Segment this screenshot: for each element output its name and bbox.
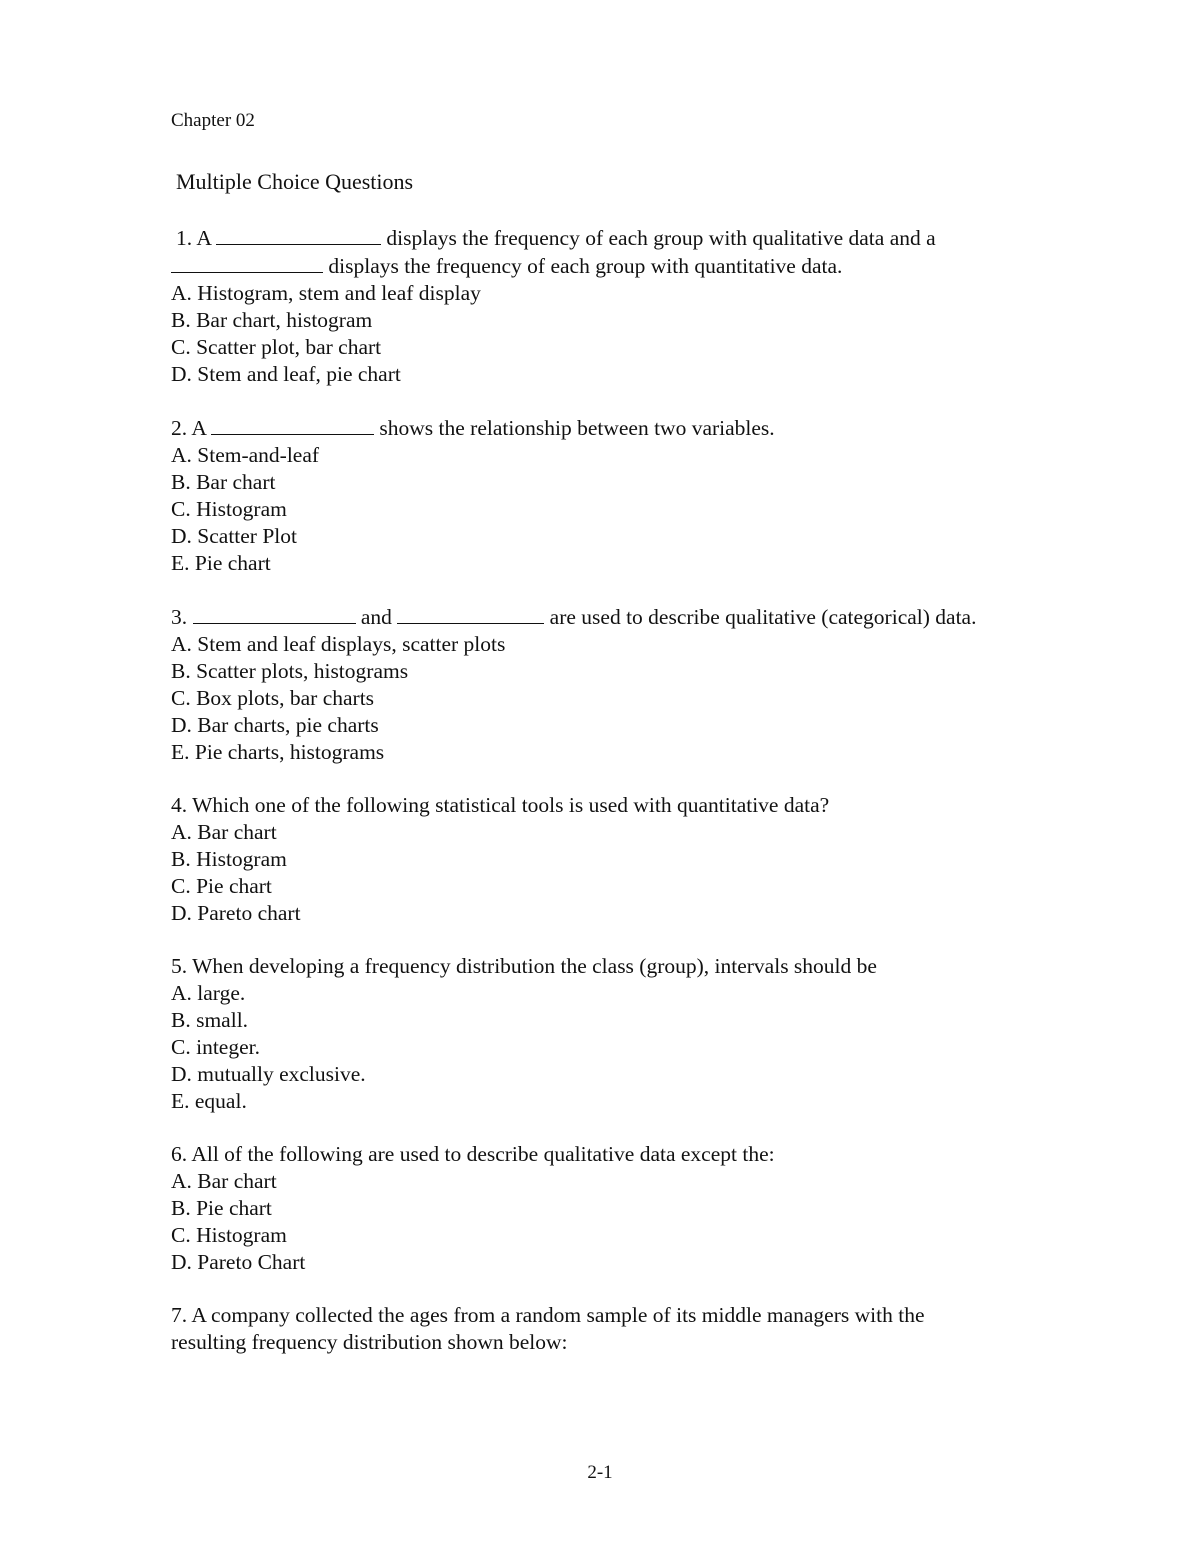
option-b: B. Pie chart [171, 1196, 272, 1220]
option-c: C. Histogram [171, 497, 287, 521]
question-3-end: are used to describe qualitative (categorical) data. [549, 605, 977, 629]
question-4 [171, 792, 1071, 927]
question-7-stem-line-1: 7. A company collected the ages from a random sample of its middle managers with the [171, 1303, 925, 1327]
option-e: E. Pie charts, histograms [171, 740, 385, 764]
question-1-end: displays the frequency of each group with quantitative data. [328, 254, 843, 278]
question-2-end: shows the relationship between two variables. [379, 416, 775, 440]
question-5-stem: 5. When developing a frequency distribution the class (group), intervals should be [171, 954, 877, 978]
answer-blank [211, 414, 374, 435]
question-2 [171, 414, 1071, 577]
question-2-prefix: 2. A [171, 416, 206, 440]
option-b: B. Bar chart, histogram [171, 308, 373, 332]
option-c: C. integer. [171, 1035, 260, 1059]
option-b: B. small. [171, 1008, 249, 1032]
option-d: D. Bar charts, pie charts [171, 713, 379, 737]
question-list [171, 224, 1071, 1382]
option-d: D. Pareto Chart [171, 1250, 306, 1274]
option-a: A. Histogram, stem and leaf display [171, 281, 481, 305]
option-d: D. Pareto chart [171, 901, 301, 925]
question-3-stem [171, 603, 1071, 631]
option-c: C. Pie chart [171, 874, 272, 898]
option-b: B. Bar chart [171, 470, 276, 494]
answer-blank [193, 603, 356, 624]
option-a: A. Bar chart [171, 820, 277, 844]
question-7-stem-line-2: resulting frequency distribution shown below: [171, 1330, 568, 1354]
option-b: B. Scatter plots, histograms [171, 659, 409, 683]
answer-blank [397, 603, 544, 624]
option-b: B. Histogram [171, 847, 287, 871]
option-c: C. Scatter plot, bar chart [171, 335, 382, 359]
option-c: C. Histogram [171, 1223, 287, 1247]
question-3 [171, 603, 1071, 766]
question-3-prefix: 3. [171, 605, 188, 629]
answer-blank [216, 224, 381, 245]
page-number: 2-1 [587, 1462, 613, 1483]
question-6 [171, 1141, 1071, 1276]
question-7 [171, 1302, 1071, 1356]
question-1-stem-line-1 [171, 224, 1071, 252]
question-5 [171, 953, 1071, 1115]
option-d: D. Scatter Plot [171, 524, 297, 548]
question-6-stem: 6. All of the following are used to describe qualitative data except the: [171, 1142, 775, 1166]
option-e: E. equal. [171, 1089, 247, 1113]
option-d: D. Stem and leaf, pie chart [171, 362, 401, 386]
question-1 [171, 224, 1071, 388]
question-3-middle: and [360, 605, 392, 629]
question-1-stem-line-2 [171, 252, 1071, 280]
option-a: A. Bar chart [171, 1169, 277, 1193]
question-2-stem [171, 414, 1071, 442]
question-1-prefix: 1. A [176, 226, 211, 250]
option-a: A. large. [171, 981, 246, 1005]
question-1-middle: displays the frequency of each group with qualitative data and a [386, 226, 936, 250]
option-a: A. Stem-and-leaf [171, 443, 320, 467]
option-d: D. mutually exclusive. [171, 1062, 366, 1086]
answer-blank [171, 252, 323, 273]
chapter-heading: Chapter 02 [171, 110, 255, 131]
option-e: E. Pie chart [171, 551, 271, 575]
option-a: A. Stem and leaf displays, scatter plots [171, 632, 506, 656]
option-c: C. Box plots, bar charts [171, 686, 375, 710]
section-title: Multiple Choice Questions [176, 169, 414, 194]
question-4-stem: 4. Which one of the following statistical tools is used with quantitative data? [171, 793, 830, 817]
